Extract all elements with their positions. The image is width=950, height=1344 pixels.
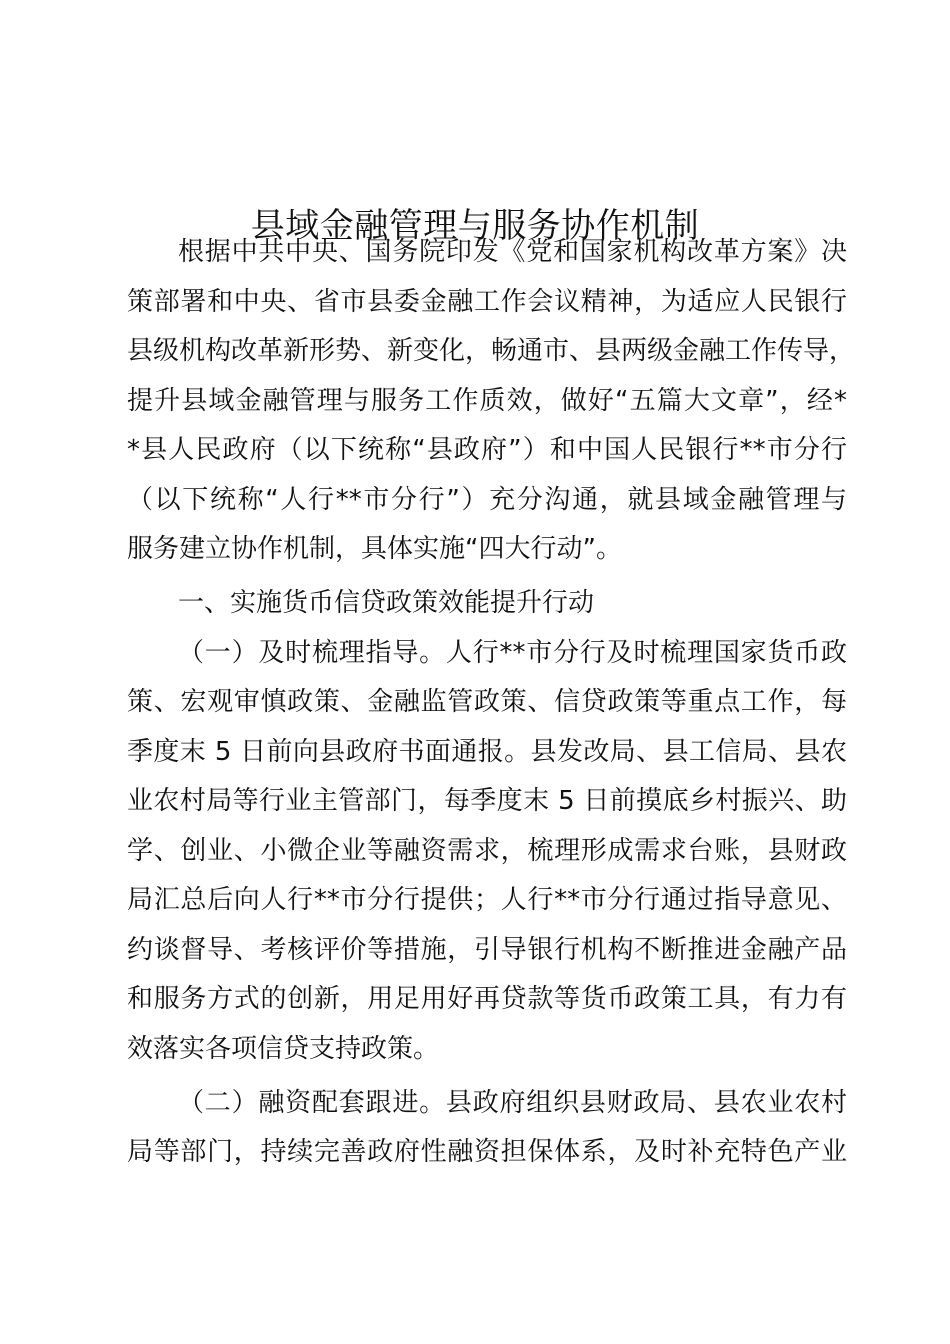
text-line: *县人民政府（以下统称“县政府”）和中国人民银行**市分行 xyxy=(127,435,847,465)
text-line: 季度末 5 日前向县政府书面通报。县发改局、县工信局、县农 xyxy=(127,737,847,767)
text-line: 提升县域金融管理与服务工作质效，做好“五篇大文章”，经* xyxy=(127,386,847,416)
document-title: 县域金融管理与服务协作机制 xyxy=(250,205,700,246)
text-line: 根据中共中央、国务院印发《党和国家机构改革方案》决 xyxy=(178,237,847,267)
text-line: （以下统称“人行**市分行”）充分沟通，就县域金融管理与 xyxy=(127,485,847,515)
text-line: 服务建立协作机制，具体实施“四大行动”。 xyxy=(127,534,622,564)
text-line: 策、宏观审慎政策、金融监管政策、信贷政策等重点工作，每 xyxy=(127,687,847,717)
text-line: 策部署和中央、省市县委金融工作会议精神，为适应人民银行 xyxy=(127,287,847,317)
text-line: （一）及时梳理指导。人行**市分行及时梳理国家货币政 xyxy=(178,638,847,668)
text-line: 业农村局等行业主管部门，每季度末 5 日前摸底乡村振兴、助 xyxy=(127,786,847,816)
text-line: （二）融资配套跟进。县政府组织县财政局、县农业农村 xyxy=(178,1088,847,1118)
section-heading: 一、实施货币信贷政策效能提升行动 xyxy=(178,588,595,618)
text-line: 约谈督导、考核评价等措施，引导银行机构不断推进金融产品 xyxy=(127,935,847,965)
text-line: 效落实各项信贷支持政策。 xyxy=(127,1034,440,1064)
text-line: 局汇总后向人行**市分行提供；人行**市分行通过指导意见、 xyxy=(127,885,847,915)
text-line: 县级机构改革新形势、新变化，畅通市、县两级金融工作传导， xyxy=(127,336,856,366)
text-line: 局等部门，持续完善政府性融资担保体系，及时补充特色产业 xyxy=(127,1137,847,1167)
text-line: 和服务方式的创新，用足用好再贷款等货币政策工具，有力有 xyxy=(127,984,847,1014)
text-line: 学、创业、小微企业等融资需求，梳理形成需求台账，县财政 xyxy=(127,836,847,866)
